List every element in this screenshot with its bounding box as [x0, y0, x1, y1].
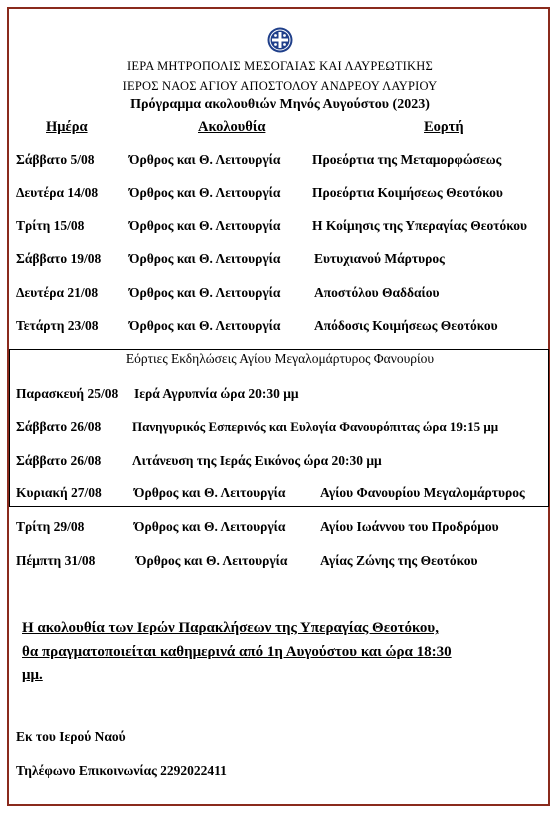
- event-service: Λιτάνευση της Ιεράς Εικόνος ώρα 20:30 μμ: [132, 453, 382, 468]
- schedule-feast: Απόδοσις Κοιμήσεως Θεοτόκου: [314, 318, 498, 333]
- contact-phone: Τηλέφωνο Επικοινωνίας 2292022411: [16, 763, 227, 778]
- schedule-day: Τρίτη 15/08: [16, 218, 85, 233]
- event-row: [0, 485, 560, 505]
- schedule-service: Όρθρος και Θ. Λειτουργία: [129, 285, 281, 300]
- schedule-row: [0, 318, 560, 338]
- event-row: [0, 419, 560, 439]
- column-header-service: Ακολουθία: [198, 119, 266, 135]
- paraklesis-note-line: Η ακολουθία των Ιερών Παρακλήσεων της Υπεραγίας Θεοτόκου,: [22, 620, 439, 636]
- event-service: Ιερά Αγρυπνία ώρα 20:30 μμ: [134, 386, 299, 401]
- schedule-day: Τετάρτη 23/08: [16, 318, 99, 333]
- signature-line: Εκ του Ιερού Ναού: [16, 729, 126, 744]
- schedule-day: Σάββατο 19/08: [16, 251, 102, 266]
- schedule-day: Δευτέρα 14/08: [16, 185, 99, 200]
- event-day: Παρασκευή 25/08: [16, 386, 119, 401]
- schedule-feast: Προεόρτια της Μεταμορφώσεως: [312, 152, 502, 167]
- schedule-row: [0, 185, 560, 205]
- event-row: [0, 453, 560, 473]
- event-row: [0, 386, 560, 406]
- event-service: Πανηγυρικός Εσπερινός και Ευλογία Φανουρόπιτας ώρα 19:15 μμ: [132, 419, 499, 434]
- schedule-service: Όρθρος και Θ. Λειτουργία: [129, 152, 281, 167]
- event-day: Σάββατο 26/08: [16, 419, 102, 434]
- schedule-row: [0, 152, 560, 172]
- schedule-feast: Αποστόλου Θαδδαίου: [314, 285, 440, 300]
- metropolis-name: ΙΕΡΑ ΜΗΤΡΟΠΟΛΙΣ ΜΕΣΟΓΑΙΑΣ ΚΑΙ ΛΑΥΡΕΩΤΙΚΗΣ: [127, 59, 433, 73]
- schedule-row: [0, 251, 560, 271]
- event-day: Κυριακή 27/08: [16, 485, 102, 500]
- event-day: Σάββατο 26/08: [16, 453, 102, 468]
- column-header-feast: Εορτή: [424, 119, 464, 135]
- schedule-feast: Ευτυχιανού Μάρτυρος: [314, 251, 445, 266]
- schedule-service: Όρθρος και Θ. Λειτουργία: [129, 218, 281, 233]
- schedule-service: Όρθρος και Θ. Λειτουργία: [129, 318, 281, 333]
- schedule-service: Όρθρος και Θ. Λειτουργία: [136, 553, 288, 568]
- schedule-service: Όρθρος και Θ. Λειτουργία: [129, 185, 281, 200]
- church-emblem-icon: [267, 27, 293, 53]
- schedule-feast: Αγίας Ζώνης της Θεοτόκου: [320, 553, 478, 568]
- schedule-service: Όρθρος και Θ. Λειτουργία: [134, 519, 286, 534]
- schedule-row: [0, 218, 560, 238]
- church-name: ΙΕΡΟΣ ΝΑΟΣ ΑΓΙΟΥ ΑΠΟΣΤΟΛΟΥ ΑΝΔΡΕΟΥ ΛΑΥΡΙΟΥ: [122, 79, 438, 93]
- schedule-feast: Προεόρτια Κοιμήσεως Θεοτόκου: [312, 185, 503, 200]
- schedule-service: Όρθρος και Θ. Λειτουργία: [129, 251, 281, 266]
- schedule-day: Σάββατο 5/08: [16, 152, 95, 167]
- column-header-day: Ημέρα: [46, 119, 88, 135]
- schedule-row: [0, 519, 560, 539]
- schedule-day: Πέμπτη 31/08: [16, 553, 96, 568]
- page-title: Πρόγραμμα ακολουθιών Μηνός Αυγούστου (2023): [130, 97, 430, 112]
- event-service: Όρθρος και Θ. Λειτουργία: [134, 485, 286, 500]
- schedule-row: [0, 553, 560, 573]
- event-feast: Αγίου Φανουρίου Μεγαλομάρτυρος: [320, 485, 525, 500]
- schedule-feast: Η Κοίμησις της Υπεραγίας Θεοτόκου: [312, 218, 528, 233]
- fanourios-events-title: Εόρτιες Εκδηλώσεις Αγίου Μεγαλομάρτυρος Φανουρίου: [125, 351, 435, 366]
- paraklesis-note-line: θα πραγματοποιείται καθημερινά από 1η Αυγούστου και ώρα 18:30: [22, 644, 452, 660]
- schedule-day: Δευτέρα 21/08: [16, 285, 99, 300]
- paraklesis-note-line: μμ.: [22, 667, 43, 683]
- schedule-feast: Αγίου Ιωάννου του Προδρόμου: [320, 519, 499, 534]
- schedule-row: [0, 285, 560, 305]
- schedule-day: Τρίτη 29/08: [16, 519, 85, 534]
